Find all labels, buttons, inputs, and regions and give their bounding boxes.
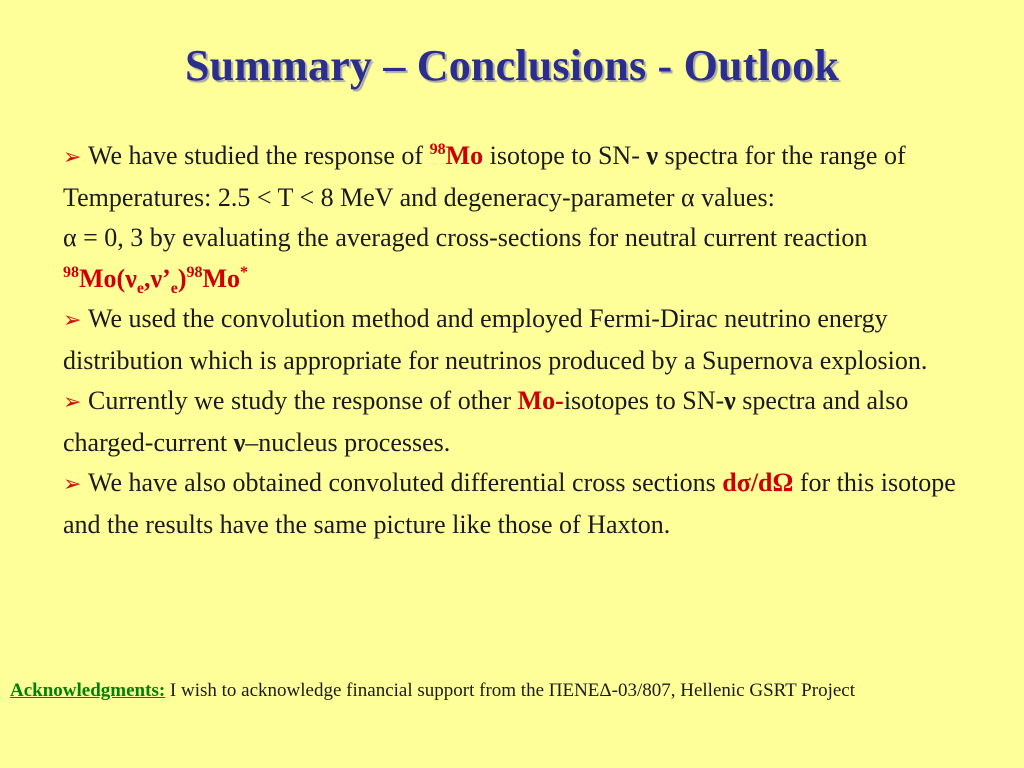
neutrino-symbol: ν <box>724 386 736 415</box>
bullet-1-text-a: We have studied the response of <box>88 141 430 170</box>
acknowledgment-text: I wish to acknowledge financial support from the ΠΕΝΕΔ-03/807, Hellenic GSRT Project <box>165 680 855 701</box>
arrow-bullet-icon: ➢ <box>63 389 82 414</box>
bullet-2 <box>63 299 963 381</box>
reaction-sub-2: e <box>170 279 178 297</box>
reaction-sup-1: 98 <box>63 263 79 281</box>
bullet-1-text-b: isotope to SN- <box>483 141 647 170</box>
bullet-3-text-a: Currently we study the response of other <box>88 386 518 415</box>
neutrino-symbol: ν <box>646 141 658 170</box>
isotope-mass-number: 98 <box>429 141 446 158</box>
reaction-part-b: ,ν’ <box>143 263 171 293</box>
bullet-1-text-d: α = 0, 3 by evaluating the averaged cross-sections for neutral current reaction <box>63 223 868 252</box>
bullet-1 <box>63 136 963 299</box>
mo-isotopes-label: Mo- <box>517 386 564 415</box>
reaction-sup-2: 98 <box>186 263 203 281</box>
arrow-bullet-icon: ➢ <box>63 471 82 496</box>
bullet-1-text-c: spectra for the range of Temperatures: 2.5 < T < 8 MeV and degeneracy-parameter α values: <box>63 141 906 212</box>
differential-cross-section-symbol: dσ/dΩ <box>722 468 794 497</box>
neutrino-symbol: ν <box>233 427 246 457</box>
bullet-3-text-d: –nucleus processes. <box>245 427 451 457</box>
isotope-symbol: Mo <box>445 141 484 170</box>
bullet-2-text: We used the convolution method and employed Fermi-Dirac neutrino energy distribution which is appropriate for neutrinos produced by a Supernova explosion. <box>63 304 928 375</box>
acknowledgment <box>10 676 1010 705</box>
reaction-part-d: Mo <box>202 263 241 293</box>
reaction-sup-3: * <box>240 263 249 281</box>
reaction-formula <box>63 263 249 297</box>
bullet-4 <box>63 463 963 545</box>
reaction-part-c: ) <box>177 263 187 293</box>
bullet-3-text-c: spectra and also charged-current <box>63 386 909 457</box>
bullet-3 <box>63 381 963 463</box>
slide-title: Summary – Conclusions - Outlook <box>184 41 840 90</box>
arrow-bullet-icon: ➢ <box>63 307 82 332</box>
arrow-bullet-icon: ➢ <box>63 144 82 169</box>
acknowledgment-label: Acknowledgments: <box>10 680 166 701</box>
isotope-mo98 <box>430 141 484 170</box>
reaction-sub-1: e <box>136 279 144 297</box>
bullet-4-text-b: for this isotope and the results have the same picture like those of Haxton. <box>63 468 956 539</box>
reaction-part-a: Mo(ν <box>79 263 137 293</box>
bullet-4-text-a: We have also obtained convoluted differential cross sections <box>88 468 723 497</box>
bullet-list <box>63 136 963 545</box>
bullet-3-text-b: isotopes to SN- <box>563 386 725 415</box>
